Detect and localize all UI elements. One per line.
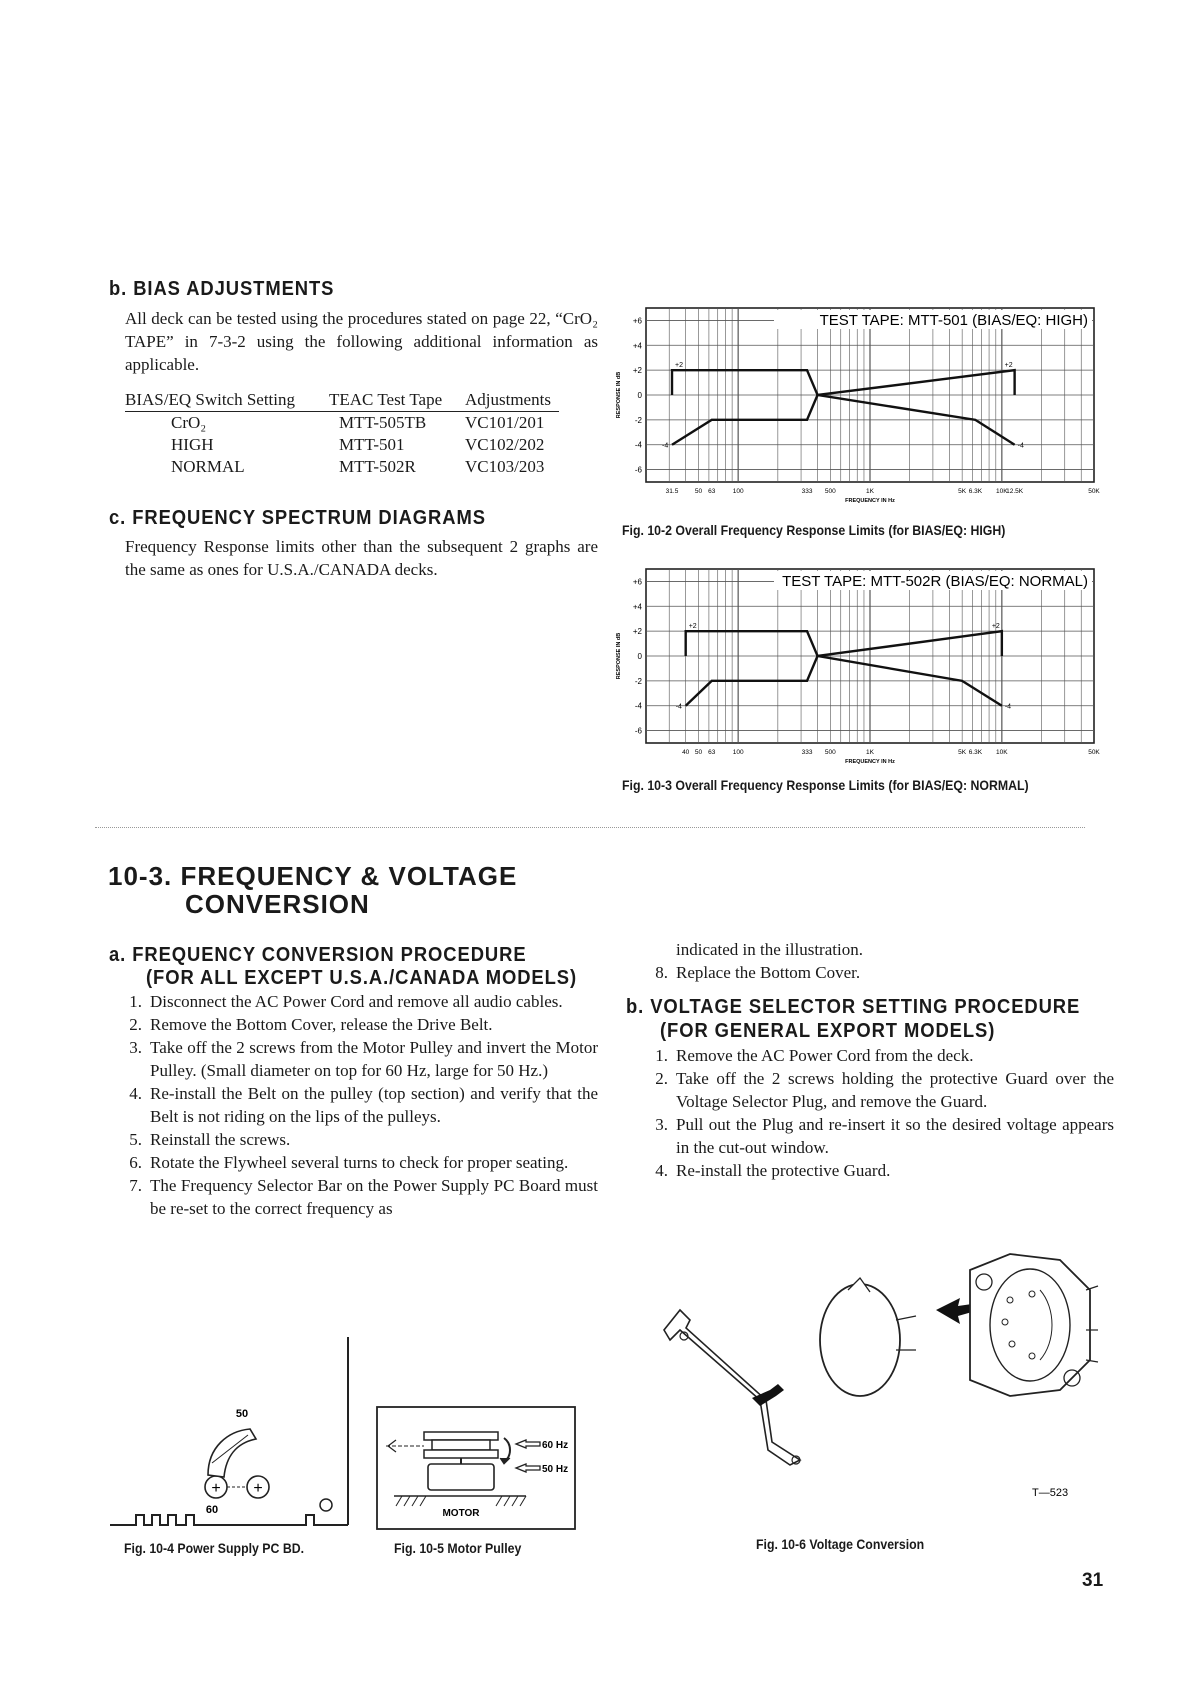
list-item [116, 1013, 598, 1036]
step-number: 2. [129, 1015, 142, 1034]
x-tick-label: 100 [732, 488, 744, 495]
table-row [125, 456, 559, 478]
list-item [642, 1067, 1114, 1113]
step-text: Re-install the Belt on the pulley (top section) and verify that the Belt is not riding on the lips of the pulleys. [150, 1084, 598, 1126]
voltage-steps [642, 1044, 1114, 1182]
list-item [116, 1082, 598, 1128]
pulley-top [424, 1432, 498, 1440]
label-50hz: 50 Hz [542, 1464, 569, 1475]
arrow-right-icon [936, 1298, 972, 1324]
y-axis-label: RESPONSE IN dB [616, 632, 622, 680]
x-tick-label: 1K [866, 488, 874, 495]
bias-col-setting: BIAS/EQ Switch Setting [125, 389, 329, 412]
spectrum-heading: c. FREQUENCY SPECTRUM DIAGRAMS [109, 507, 486, 529]
x-tick-label: 50K [1088, 749, 1100, 756]
x-tick-label: 333 [801, 488, 813, 495]
section-heading-line2: CONVERSION [185, 889, 370, 919]
chart-annotation: +2 [1004, 362, 1013, 370]
y-tick-label: -4 [634, 701, 642, 711]
x-tick-label: 10K [996, 488, 1008, 495]
bias-table [125, 389, 559, 478]
step-text: Remove the AC Power Cord from the deck. [676, 1046, 974, 1065]
table-cell: MTT-502R [339, 457, 416, 476]
y-tick-label: +6 [632, 577, 642, 587]
x-tick-label: 50 [694, 749, 703, 756]
step-number: 3. [655, 1115, 668, 1134]
freq-heading-line2: (FOR ALL EXCEPT U.S.A./CANADA MODELS) [146, 967, 578, 989]
table-cell: NORMAL [171, 457, 245, 476]
step-text: Remove the Bottom Cover, release the Drive Belt. [150, 1015, 493, 1034]
x-axis-label: FREQUENCY IN Hz [845, 498, 895, 504]
fig-voltage-caption: Fig. 10-6 Voltage Conversion [756, 1536, 925, 1552]
bias-text: All deck can be tested using the procedures stated on page 22, “CrO₂ TAPE” in 7-3-2 using the following additional information as applicable. [125, 309, 598, 374]
step-text: Take off the 2 screws holding the protective Guard over the Voltage Selector Plug, and remove the Guard. [676, 1069, 1114, 1111]
x-tick-label: 50 [694, 488, 703, 495]
label-motor: MOTOR [442, 1508, 480, 1519]
motor-body [428, 1464, 494, 1490]
table-cell: MTT-505TB [339, 413, 427, 432]
label-50: 50 [235, 1408, 249, 1420]
motor-pulley-drawing [376, 1406, 576, 1530]
list-item [116, 990, 598, 1013]
freq-step-8 [642, 961, 1102, 984]
step-text: Re-install the protective Guard. [676, 1161, 891, 1180]
chart-title: TEST TAPE: MTT-502R (BIAS/EQ: NORMAL) [782, 573, 1088, 590]
x-tick-label: 6.3K [968, 749, 983, 756]
label-60: 60 [205, 1504, 219, 1516]
step-number: 8. [655, 963, 668, 982]
step-text: Replace the Bottom Cover. [676, 963, 861, 982]
x-tick-label: 333 [801, 749, 813, 756]
bias-heading: b. BIAS ADJUSTMENTS [109, 278, 335, 300]
chart-annotation: +2 [688, 623, 697, 631]
step-number: 4. [655, 1161, 668, 1180]
table-cell: VC101/201 [465, 413, 545, 432]
step-text: Pull out the Plug and re-insert it so the desired voltage appears in the cut-out window. [676, 1115, 1114, 1157]
list-item [642, 1044, 1114, 1067]
x-tick-label: 5K [958, 488, 967, 495]
x-tick-label: 500 [824, 749, 836, 756]
voltage-plug [820, 1284, 900, 1396]
step-number: 6. [129, 1153, 142, 1172]
chart-annotation: -4 [662, 442, 669, 450]
fig-motor-pulley-caption: Fig. 10-5 Motor Pulley [394, 1540, 522, 1556]
step-text: Disconnect the AC Power Cord and remove all audio cables. [150, 992, 563, 1011]
section-heading-line1: 10-3. FREQUENCY & VOLTAGE [108, 861, 518, 891]
table-cell: MTT-501 [339, 435, 405, 454]
step-text: Take off the 2 screws from the Motor Pulley and invert the Motor Pulley. (Small diameter on top for 60 Hz, large for 50 Hz.) [150, 1038, 598, 1080]
step-text: Rotate the Flywheel several turns to check for proper seating. [150, 1153, 569, 1172]
x-tick-label: 63 [708, 488, 716, 495]
figure-code: T—523 [1032, 1487, 1069, 1499]
table-row [125, 434, 559, 456]
list-item [116, 1128, 598, 1151]
section-divider [95, 827, 1085, 828]
y-tick-label: 0 [637, 652, 642, 661]
y-tick-label: -2 [634, 415, 642, 425]
step-number: 2. [655, 1069, 668, 1088]
x-tick-label: 50K [1088, 488, 1100, 495]
chart-high [604, 300, 1104, 515]
step-number: 5. [129, 1130, 142, 1149]
step-number: 7. [129, 1176, 142, 1195]
freq-continuation: indicated in the illustration. [676, 940, 863, 959]
x-tick-label: 31.5 [665, 488, 679, 495]
step-number: 3. [129, 1038, 142, 1057]
label-60hz: 60 Hz [542, 1440, 569, 1451]
chart-annotation: +2 [991, 623, 1000, 631]
table-cell: VC102/202 [465, 435, 545, 454]
voltage-heading-line1: b. VOLTAGE SELECTOR SETTING PROCEDURE [626, 996, 1081, 1018]
chart-annotation: +2 [675, 362, 683, 370]
list-item [642, 961, 1102, 984]
bias-col-tape: TEAC Test Tape [329, 389, 465, 412]
table-cell: VC103/203 [465, 457, 545, 476]
table-row [125, 412, 559, 435]
x-tick-label: 10K [996, 749, 1008, 756]
list-item [116, 1151, 598, 1174]
chart-normal [604, 561, 1104, 776]
chart-normal-svg [604, 561, 1104, 771]
list-item [642, 1159, 1114, 1182]
y-tick-label: -2 [634, 676, 642, 686]
x-axis-label: FREQUENCY IN Hz [845, 759, 895, 765]
chart-high-caption: Fig. 10-2 Overall Frequency Response Limits (for BIAS/EQ: HIGH) [622, 522, 1006, 538]
x-tick-label: 500 [824, 488, 836, 495]
chart-annotation: -4 [1004, 703, 1012, 711]
x-tick-label: 6.3K [968, 488, 983, 495]
plus-mark: + [253, 1480, 263, 1497]
step-text: The Frequency Selector Bar on the Power Supply PC Board must be re-set to the correct frequency as [150, 1176, 598, 1218]
step-number: 4. [129, 1084, 142, 1103]
chart-normal-caption: Fig. 10-3 Overall Frequency Response Limits (for BIAS/EQ: NORMAL) [622, 777, 1029, 793]
chart-annotation: -4 [1017, 442, 1024, 450]
y-axis-label: RESPONSE IN dB [616, 371, 622, 419]
step-text: Reinstall the screws. [150, 1130, 291, 1149]
voltage-conversion-drawing [660, 1250, 1100, 1520]
plug-pin [896, 1316, 916, 1320]
board-outline [110, 1515, 348, 1525]
fig-motor-pulley [376, 1406, 576, 1535]
plus-mark: + [211, 1480, 221, 1497]
bias-col-adjust: Adjustments [465, 389, 559, 412]
x-tick-label: 5K [958, 749, 967, 756]
chart-title: TEST TAPE: MTT-501 (BIAS/EQ: HIGH) [819, 312, 1088, 329]
table-cell: CrO₂ [171, 413, 207, 432]
page-number: 31 [1082, 1570, 1104, 1591]
y-tick-label: +2 [632, 366, 642, 376]
step-number: 1. [655, 1046, 668, 1065]
y-tick-label: +4 [632, 341, 642, 351]
chart-annotation: -4 [675, 703, 682, 711]
x-tick-label: 40 [682, 749, 690, 756]
y-tick-label: +2 [632, 627, 642, 637]
y-tick-label: 0 [637, 391, 642, 400]
y-tick-label: -4 [634, 440, 642, 450]
step-number: 1. [129, 992, 142, 1011]
fig-power-supply-caption: Fig. 10-4 Power Supply PC BD. [124, 1540, 305, 1556]
fig-power-supply [108, 1335, 358, 1540]
spectrum-text: Frequency Response limits other than the subsequent 2 graphs are the same as ones for U.S.A./CANADA decks. [125, 537, 598, 579]
voltage-heading-line2: (FOR GENERAL EXPORT MODELS) [660, 1020, 996, 1042]
power-supply-drawing [108, 1335, 358, 1535]
y-tick-label: -6 [634, 726, 642, 736]
y-tick-label: -6 [634, 465, 642, 475]
y-tick-label: +4 [632, 602, 642, 612]
list-item [116, 1174, 598, 1220]
fig-voltage-conversion [660, 1250, 1100, 1525]
y-tick-label: +6 [632, 316, 642, 326]
chart-high-svg [604, 300, 1104, 510]
mount-hole [320, 1499, 332, 1511]
list-item [116, 1036, 598, 1082]
freq-heading-line1: a. FREQUENCY CONVERSION PROCEDURE [109, 944, 527, 966]
pulley-middle [432, 1440, 490, 1450]
pulley-bottom [424, 1450, 498, 1458]
selector-bar [208, 1429, 256, 1477]
x-tick-label: 1K [866, 749, 874, 756]
table-cell: HIGH [171, 435, 214, 454]
x-tick-label: 100 [732, 749, 744, 756]
freq-steps [116, 990, 598, 1220]
x-tick-label: 63 [708, 749, 716, 756]
x-tick-label: 12.5K [1006, 488, 1024, 495]
list-item [642, 1113, 1114, 1159]
